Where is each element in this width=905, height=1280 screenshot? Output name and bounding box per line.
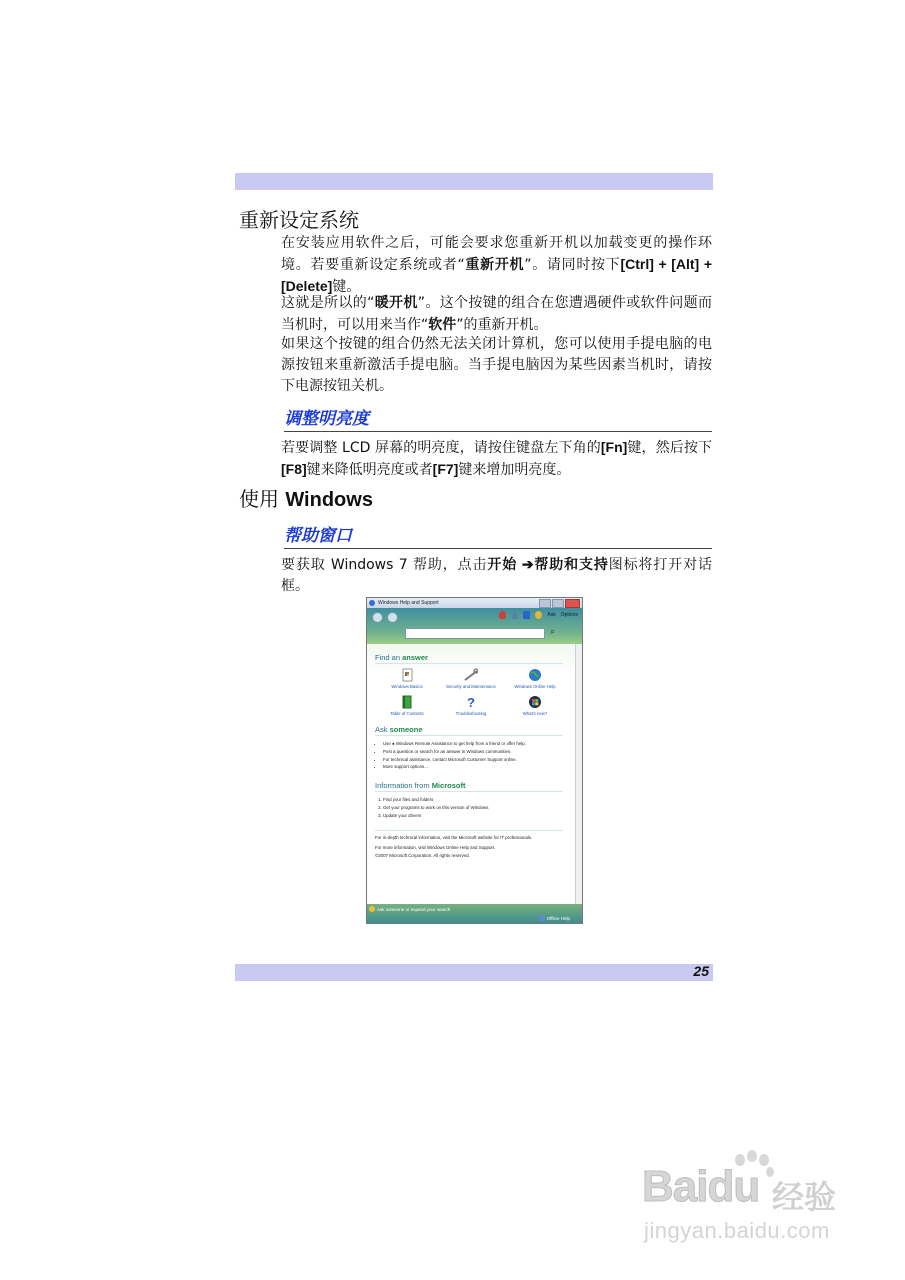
list-item[interactable]: • Post a question or search for an answer in Windows communities. bbox=[383, 748, 574, 756]
help-statusbar bbox=[367, 904, 582, 923]
baidu-watermark bbox=[642, 1150, 852, 1250]
paragraph-reset-1: 在安装应用软件之后，可能会要求您重新开机以加载变更的操作环境。若要重新设定系统或者“重新开机”。请同时按下[Ctrl] + [Alt] + [Delete]键。 bbox=[281, 235, 712, 295]
tile-troubleshooting[interactable]: ? Troubleshooting bbox=[455, 695, 487, 716]
window-controls bbox=[539, 599, 580, 608]
section-title-reset: 重新设定系统 bbox=[239, 208, 359, 232]
minimize-icon[interactable] bbox=[539, 599, 551, 608]
tile-security-maintenance[interactable]: Security and Maintenance bbox=[439, 668, 503, 689]
help-window-screenshot bbox=[366, 597, 583, 924]
help-toolbar bbox=[367, 608, 582, 644]
ask-expand-link[interactable]: Ask someone or expand your search bbox=[377, 907, 451, 912]
subsection-title-help: 帮助窗口 bbox=[284, 521, 712, 549]
help-search-input[interactable] bbox=[405, 628, 545, 639]
ask-someone-heading: Ask someone bbox=[375, 725, 563, 736]
footer-band bbox=[235, 964, 713, 981]
book-icon bbox=[400, 695, 414, 709]
tile-online-help[interactable]: Windows Online Help bbox=[503, 668, 567, 689]
toolbar-tools bbox=[499, 611, 578, 619]
offline-help-button[interactable]: Offline Help bbox=[546, 916, 570, 921]
info-microsoft-heading: Information from Microsoft bbox=[375, 781, 563, 792]
info-microsoft-list bbox=[375, 796, 574, 819]
document-star-icon bbox=[400, 668, 414, 682]
back-icon[interactable] bbox=[372, 612, 383, 623]
list-item[interactable]: 2. Get your programs to work on this version of Windows bbox=[383, 804, 574, 812]
tile-whats-new[interactable]: What's new? bbox=[503, 695, 567, 716]
ask-button[interactable]: Ask bbox=[547, 612, 556, 618]
maximize-icon[interactable] bbox=[552, 599, 564, 608]
question-icon bbox=[464, 695, 478, 709]
paragraph-brightness: 若要调整 LCD 屏幕的明亮度，请按住键盘左下角的[Fn]键，然后按下[F8]键来降低明亮度或者[F7]键来增加明亮度。 bbox=[281, 439, 713, 478]
wrench-icon bbox=[464, 668, 478, 682]
divider bbox=[375, 830, 563, 831]
find-answer-heading: Find an answer bbox=[375, 653, 563, 664]
options-button[interactable]: Options bbox=[560, 612, 578, 618]
browse-help-icon[interactable] bbox=[523, 611, 530, 619]
globe-icon bbox=[528, 668, 542, 682]
page-number: 25 bbox=[693, 963, 709, 979]
ask-someone-list bbox=[375, 740, 574, 771]
paragraph-reset-3: 如果这个按键的组合仍然无法关闭计算机，您可以使用手提电脑的电源按钮来重新激活手提电脑。当手提电脑因为某些因素当机时，请按下电源按钮关机。 bbox=[281, 336, 712, 394]
home-icon[interactable] bbox=[499, 611, 506, 619]
watermark-brand-cn: 经验 bbox=[772, 1178, 837, 1216]
paragraph-help: 要获取 Windows 7 帮助，点击开始 ➔帮助和支持图标将打开对话框。 bbox=[281, 556, 712, 594]
svg-text:?: ? bbox=[467, 695, 475, 709]
answer-tiles bbox=[375, 668, 574, 716]
help-content bbox=[367, 644, 582, 906]
header-band bbox=[235, 173, 713, 190]
ask-icon bbox=[535, 611, 542, 619]
list-item[interactable]: • For technical assistance, contact Microsoft Customer Support online. bbox=[383, 756, 574, 764]
watermark-brand: Baidu bbox=[642, 1162, 760, 1211]
help-window-titlebar bbox=[367, 598, 582, 608]
help-scrollbar[interactable] bbox=[575, 644, 582, 906]
it-pro-note: For in-depth technical information, visit the Microsoft website for IT professionals. bbox=[375, 834, 533, 840]
watermark-url: jingyan.baidu.com bbox=[644, 1218, 830, 1243]
print-icon[interactable] bbox=[511, 611, 518, 619]
forward-icon[interactable] bbox=[387, 612, 398, 623]
help-window-title: Windows Help and Support bbox=[378, 600, 439, 606]
section-title-windows: 使用 Windows bbox=[239, 487, 373, 511]
nav-buttons bbox=[372, 612, 398, 623]
list-item[interactable]: 3. Update your drivers bbox=[383, 812, 574, 820]
list-item[interactable]: • Use ● Windows Remote Assistance to get help from a friend or offer help. bbox=[383, 740, 574, 748]
online-help-note: For more information, visit Windows Online Help and Support. bbox=[375, 845, 496, 851]
help-app-icon bbox=[369, 600, 375, 606]
tile-table-of-contents[interactable]: Table of Contents bbox=[375, 695, 439, 716]
close-icon[interactable] bbox=[565, 599, 580, 608]
list-item[interactable]: 1. Find your files and folders bbox=[383, 796, 574, 804]
windows-logo-icon bbox=[528, 695, 542, 709]
paragraph-reset-2: 这就是所以的“暖开机”。这个按键的组合在您遭遇硬件或软件问题而当机时，可以用来当作“软件”的重新开机。 bbox=[281, 294, 712, 333]
copyright: ©2007 Microsoft Corporation. All rights reserved. bbox=[375, 852, 470, 858]
list-item[interactable]: • More support options... bbox=[383, 763, 574, 771]
subsection-title-brightness: 调整明亮度 bbox=[284, 404, 712, 432]
tile-windows-basics[interactable]: Windows Basics bbox=[375, 668, 439, 689]
